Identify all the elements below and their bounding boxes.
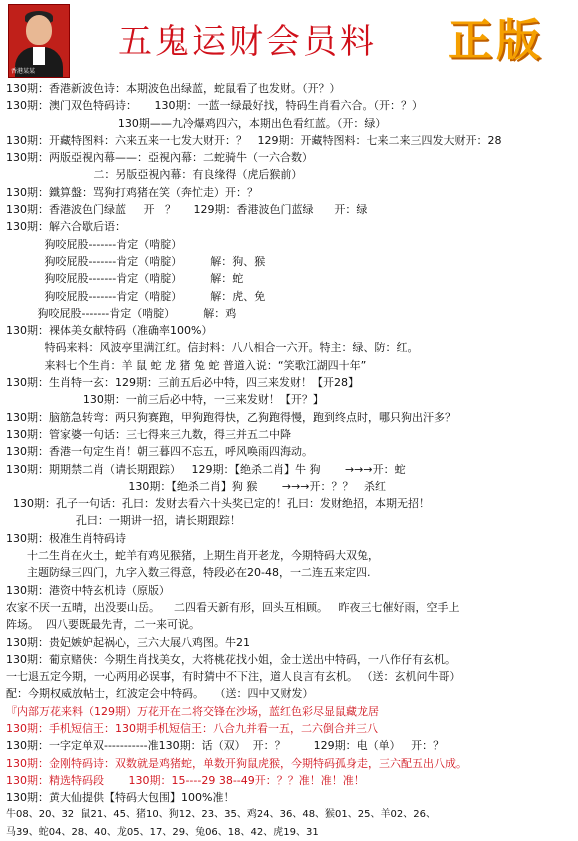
text-line: 二：另版亞視內幕：有良缘得（虎后猴前） bbox=[6, 168, 303, 182]
text-line: 130期：解六合歇后语： bbox=[6, 220, 126, 234]
text-line: 十二生肖在火土，蛇羊有鸡见猴猪，上期生肖开老龙，今期特码大双兔， bbox=[6, 549, 379, 563]
text-line: 农家不厌一五晴，出没要山岳。 二四看天新有形，回头互相顾。 昨夜三七催好雨，空手上 bbox=[6, 600, 460, 614]
text-line: 狗咬屁股-------肯定（啃腚） 解：狗、猴 bbox=[6, 254, 266, 268]
authentic-stamp: 正版 bbox=[448, 15, 544, 66]
text-line: 130期：脑筋急转弯：两只狗赛跑，甲狗跑得快，乙狗跑得慢，跑到终点时，哪只狗出汗多？ bbox=[6, 410, 456, 424]
text-line: 狗咬屁股-------肯定（啃腚） 解：虎、免 bbox=[6, 289, 266, 303]
text-line: 130期：香港一句定生肖！朝三暮四不忘五，呼风唤雨四海动。 bbox=[6, 445, 313, 459]
text-line: 130期：管家婆一句话：三七得来三九数，得三并五二中降 bbox=[6, 427, 291, 441]
text-line: 130期：精选特码段 130期：15----29 38--49开：？？准！准！准！ bbox=[6, 773, 365, 787]
portrait-photo bbox=[8, 4, 70, 78]
text-line: 来料七个生肖：羊 鼠 蛇 龙 猪 兔 蛇 普道入说：“笑歌江湖四十年” bbox=[6, 358, 367, 372]
text-line: 130期：两版亞視內幕——：亞視內幕：二蛇骑牛（一六合数） bbox=[6, 151, 313, 165]
text-line: 130期：香港新波色诗：本期波色出绿蓝，蛇鼠看了也发财。（开？） bbox=[6, 82, 341, 95]
text-line: 130期：澳门双色特码诗： 130期：一蓝一绿最好找，特码生肖看六合。（开：？） bbox=[6, 99, 423, 113]
text-line: 130期：一字定单双-----------准130期：话（双） 开：？ 129期：电（单） 开：？ bbox=[6, 739, 445, 753]
text-line: 130期：黄大仙提供【特码大包围】100%准！ bbox=[6, 791, 235, 805]
text-line: 『内部万花来料（129期）万花开在二将交锋在沙场，蓝红色彩尽显鼠藏龙居 bbox=[6, 704, 379, 718]
text-line: 130期：生肖特一玄：129期：三前五后必中特，四三来发财！【开28】 bbox=[6, 376, 359, 390]
text-line: 特码来料：风波亭里满江红。信封料：八八相合一六开。特主：绿、防：红。 bbox=[6, 341, 419, 355]
text-line: 130期：开藏特图料：六来五来一七发大财开：？ 129期：开藏特图料：七来二来三四发大财开：28 bbox=[6, 133, 502, 147]
text-line: 130期：期期禁二肖（请长期跟踪） 129期：【绝杀二肖】牛 狗 →→→开：蛇 bbox=[6, 462, 406, 476]
text-line: 130期：鐵算盤：骂狗打鸡猪在笑（奔忙走）开：？ bbox=[6, 185, 258, 199]
photo-caption: 香港某某 bbox=[11, 68, 36, 75]
text-line: 一七退五定今期，一心两用必误事，有时猜中不下注，道人良言有玄机。 （送：玄机问牛哥） bbox=[6, 670, 461, 684]
text-line: 狗咬屁股-------肯定（啃腚） 解：鸡 bbox=[6, 306, 237, 320]
text-line: 牛08、20、32 鼠21、45、猪10、狗12、23、35、鸡24、36、48、猴01、25、羊02、26、 bbox=[6, 809, 436, 821]
text-line: 130期——九冷爆鸡四六，本期出色看红蓝。（开：绿） bbox=[6, 116, 387, 130]
page-header bbox=[0, 0, 578, 80]
text-line: 130期：极准生肖特码诗 bbox=[6, 531, 126, 545]
text-line: 130期：金刚特码诗：双数就是鸡猪蛇，单数开狗鼠虎猴，今期特码孤身走，三六配五出八成。 bbox=[6, 756, 467, 770]
text-line: 130期：葡京赌侠：今期生肖找美女，大将桃花找小姐，金士送出中特码，一八作仔有玄机。 bbox=[6, 652, 456, 666]
text-line: 130期：孔子一句话：孔曰：发财去看六十头奖已定的！孔曰：发财绝招，本期无招！ bbox=[6, 497, 430, 511]
text-line: 130期：裸体美女献特码（准确率100%） bbox=[6, 324, 213, 338]
text-line: 配：今期权威放帖士，红波定会中特码。 （送：四中又财发） bbox=[6, 687, 314, 701]
text-line: 狗咬屁股-------肯定（啃腚） 解：蛇 bbox=[6, 272, 244, 286]
text-line: 孔曰：一期讲一招，请长期跟踪！ bbox=[6, 514, 241, 528]
text-line: 130期：【绝杀二肖】狗 猴 →→→开：？？ 杀红 bbox=[6, 479, 386, 493]
document-body bbox=[6, 80, 572, 841]
text-line: 130期：手机短信王：130期手机短信王：八合九并看一五，二六倒合并三八 bbox=[6, 721, 378, 735]
page-title: 五鬼运财会员料 bbox=[118, 22, 377, 62]
text-line: 130期：一前三后必中特，一三来发财！【开？】 bbox=[6, 393, 324, 407]
text-line: 阵场。 四八要既最先青，二一来可说。 bbox=[6, 618, 200, 632]
text-line: 主题防绿三四门，九字入数三得意，特段必在20-48，一二连五来定四. bbox=[6, 566, 371, 580]
text-line: 狗咬屁股-------肯定（啃腚） bbox=[6, 237, 183, 251]
text-line: 130期：贵妃嫉妒起祸心，三六大展八鸡图。牛21 bbox=[6, 635, 250, 649]
text-line: 马39、蛇04、28、40、龙05、17、29、兔06、18、42、虎19、31 bbox=[6, 826, 319, 838]
text-line: 130期：港资中特玄机诗（原版） bbox=[6, 583, 170, 597]
text-line: 130期：香港波色门绿蓝 开 ？ 129期：香港波色门蓝绿 开：绿 bbox=[6, 203, 368, 217]
